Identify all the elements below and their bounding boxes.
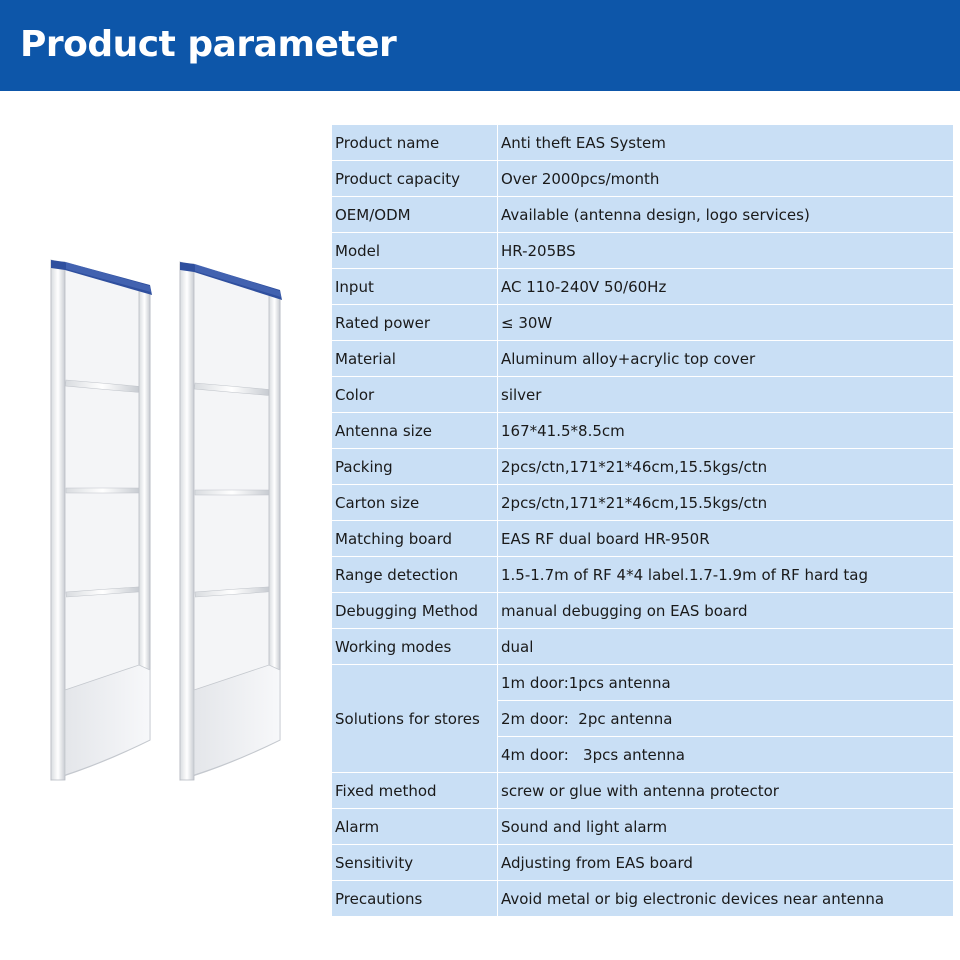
row-label: Rated power [332, 305, 498, 341]
row-value: Avoid metal or big electronic devices near antenna [498, 881, 954, 917]
row-value: 2pcs/ctn,171*21*46cm,15.5kgs/ctn [498, 485, 954, 521]
row-value: screw or glue with antenna protector [498, 773, 954, 809]
row-value: Available (antenna design, logo services) [498, 197, 954, 233]
table-row [332, 341, 954, 377]
table-row [332, 557, 954, 593]
row-label: Model [332, 233, 498, 269]
table-row [332, 305, 954, 341]
row-label: Carton size [332, 485, 498, 521]
row-value: EAS RF dual board HR-950R [498, 521, 954, 557]
table-row [332, 125, 954, 161]
table-row [332, 269, 954, 305]
row-label: Alarm [332, 809, 498, 845]
table-row [332, 485, 954, 521]
row-value: Adjusting from EAS board [498, 845, 954, 881]
row-value: Anti theft EAS System [498, 125, 954, 161]
table-row [332, 377, 954, 413]
table-row [332, 593, 954, 629]
antenna-gates-image [30, 240, 310, 800]
row-value: HR-205BS [498, 233, 954, 269]
row-label: Material [332, 341, 498, 377]
antenna-gate-right [180, 262, 282, 780]
page-title: Product parameter [20, 24, 397, 65]
row-label: Product capacity [332, 161, 498, 197]
row-label: Matching board [332, 521, 498, 557]
row-label: OEM/ODM [332, 197, 498, 233]
row-label: Fixed method [332, 773, 498, 809]
row-value: Over 2000pcs/month [498, 161, 954, 197]
row-label: Input [332, 269, 498, 305]
row-value: 1m door:1pcs antenna [498, 665, 954, 701]
row-label: Range detection [332, 557, 498, 593]
table-row [332, 521, 954, 557]
table-row [332, 845, 954, 881]
row-value: 4m door: 3pcs antenna [498, 737, 954, 773]
row-label: Antenna size [332, 413, 498, 449]
table-row [332, 773, 954, 809]
table-row [332, 449, 954, 485]
table-row [332, 161, 954, 197]
row-label: Working modes [332, 629, 498, 665]
row-value: AC 110-240V 50/60Hz [498, 269, 954, 305]
row-value: dual [498, 629, 954, 665]
table-row [332, 413, 954, 449]
table-row [332, 881, 954, 917]
product-parameter-table [331, 124, 954, 917]
row-value: ≤ 30W [498, 305, 954, 341]
row-value: 2m door: 2pc antenna [498, 701, 954, 737]
row-value: Aluminum alloy+acrylic top cover [498, 341, 954, 377]
row-label: Precautions [332, 881, 498, 917]
row-label: Packing [332, 449, 498, 485]
row-label: Color [332, 377, 498, 413]
table-row [332, 233, 954, 269]
row-value: Sound and light alarm [498, 809, 954, 845]
row-label: Solutions for stores [332, 665, 498, 773]
row-value: manual debugging on EAS board [498, 593, 954, 629]
row-label: Sensitivity [332, 845, 498, 881]
row-value: 2pcs/ctn,171*21*46cm,15.5kgs/ctn [498, 449, 954, 485]
table-row [332, 629, 954, 665]
row-label: Product name [332, 125, 498, 161]
row-label: Debugging Method [332, 593, 498, 629]
row-value: 167*41.5*8.5cm [498, 413, 954, 449]
row-value: silver [498, 377, 954, 413]
header-banner [0, 0, 960, 91]
table-row [332, 809, 954, 845]
table-row [332, 197, 954, 233]
table-row [332, 665, 954, 701]
row-value: 1.5-1.7m of RF 4*4 label.1.7-1.9m of RF hard tag [498, 557, 954, 593]
antenna-gate-left [51, 260, 152, 780]
